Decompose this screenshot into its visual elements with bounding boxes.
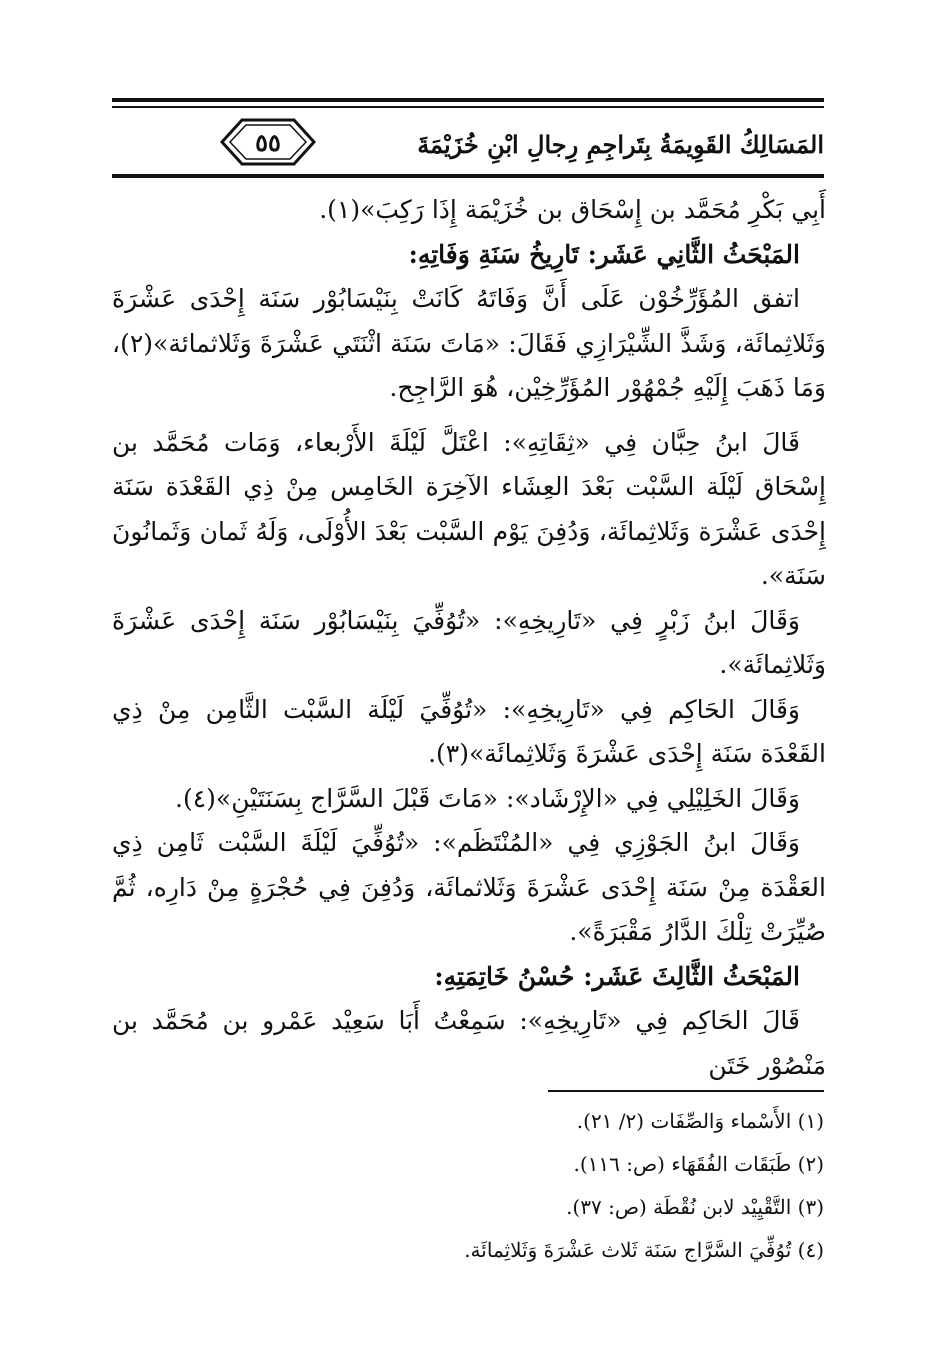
paragraph: وَقَالَ ابنُ زَبْرٍ فِي «تَارِيخِهِ»: «تُوُفِّيَ بِنَيْسَابُوْر سَنَة إِحْدَى عَشْرَةَ وَثَلاثِمائَة». xyxy=(112,605,826,679)
page-number-frame xyxy=(220,116,316,168)
section-heading: المَبْحَثُ الثَّالِثَ عَشَر: حُسْنُ خَاتِمَتِهِ: xyxy=(434,961,800,991)
paragraph: وَقَالَ ابنُ الجَوْزِي فِي «المُنْتَظَم»: «تُوُفِّيَ لَيْلَةَ السَّبْت ثَامِن ذِي العَقْدَة مِنْ سَنَة إِحْدَى عَشْرَةَ وَثَلاثمائَة، وَدُفِنَ فِي حُجْرَةٍ مِنْ دَارِه، ثُمَّ صُيِّرَتْ تِلْكَ الدَّارُ مَقْبَرَةً». xyxy=(112,828,826,946)
running-header xyxy=(112,112,824,174)
footnote: (١) الأَسْماء وَالصِّفَات (٢/ ٢١). xyxy=(576,1109,824,1133)
main-text xyxy=(112,188,826,1088)
footnote: (٢) طَبَقَات الفُقَهَاء (ص: ١١٦). xyxy=(573,1152,824,1176)
footnote-separator xyxy=(548,1090,824,1092)
footnote: (٤) تُوُفِّيَ السَّرَّاج سَنَة ثَلاث عَشْرَةَ وَثَلاثِمائَة. xyxy=(464,1238,824,1262)
paragraph: اتفق المُؤَرِّخُوْن عَلَى أَنَّ وَفَاتَهُ كَانَتْ بِنَيْسَابُوْر سَنَة إِحْدَى عَشْرَةَ وَثَلاثِمائَة، وَشَذَّ الشِّيْرَازِي فَقَالَ: «مَاتَ سَنَة اثْنَتَي عَشْرَةَ وَثَلاثمائة»(٢)، وَمَا ذَهَبَ إِلَيْهِ جُمْهُوْر المُؤَرِّخِيْن، هُوَ الرَّاجِح. xyxy=(112,284,826,402)
header-top-rule-thin xyxy=(112,106,824,108)
header-top-rule xyxy=(112,98,824,102)
section-heading: المَبْحَثُ الثَّانِي عَشَر: تَارِيخُ سَنَةِ وَفَاتِهِ: xyxy=(408,239,800,269)
paragraph: قَالَ ابنُ حِبَّان فِي «ثِقَاتِهِ»: اعْتَلَّ لَيْلَةَ الأَرْبعاء، وَمَات مُحَمَّد بن إِسْحَاق لَيْلَة السَّبْت بَعْدَ العِشَاء الآخِرَة الخَامِس مِنْ ذِي القَعْدَة سَنَة إِحْدَى عَشْرَة وَثَلاثِمائَة، وَدُفِنَ يَوْم السَّبْت بَعْدَ الأُوْلَى، وَلَهُ ثَمان وَثَمانُونَ سَنَة». xyxy=(112,427,826,590)
page-number: ٥٥ xyxy=(255,128,281,157)
header-bottom-rule xyxy=(112,174,824,178)
text-line: أَبِي بَكْرِ مُحَمَّد بن إِسْحَاق بن خُزَيْمَة إِذَا رَكِبَ»(١). xyxy=(319,195,826,224)
footnotes xyxy=(112,1100,824,1272)
book-title: المَسَالِكُ القَوِيمَةُ بِتَراجِمِ رِجالِ ابْنِ خُزَيْمَةَ xyxy=(417,130,824,159)
paragraph: قَالَ الحَاكِم فِي «تَارِيخِهِ»: سَمِعْتُ أَبَا سَعِيْد عَمْرو بن مُحَمَّد بن مَنْصُوْر خَتَن xyxy=(112,1006,826,1080)
footnote: (٣) التَّقْيِيْد لابن نُقْطَة (ص: ٣٧). xyxy=(566,1195,824,1219)
paragraph: وَقَالَ الخَلِيْلِي فِي «الإِرْشَاد»: «مَاتَ قَبْلَ السَّرَّاج بِسَنَتَيْنِ»(٤). xyxy=(175,783,800,813)
paragraph: وَقَالَ الحَاكِم فِي «تَارِيخِهِ»: «تُوُفِّيَ لَيْلَة السَّبْت الثَّامِن مِنْ ذِي القَعْدَة سَنَة إِحْدَى عَشْرَةَ وَثَلاثِمائَة»(٣). xyxy=(112,694,826,768)
